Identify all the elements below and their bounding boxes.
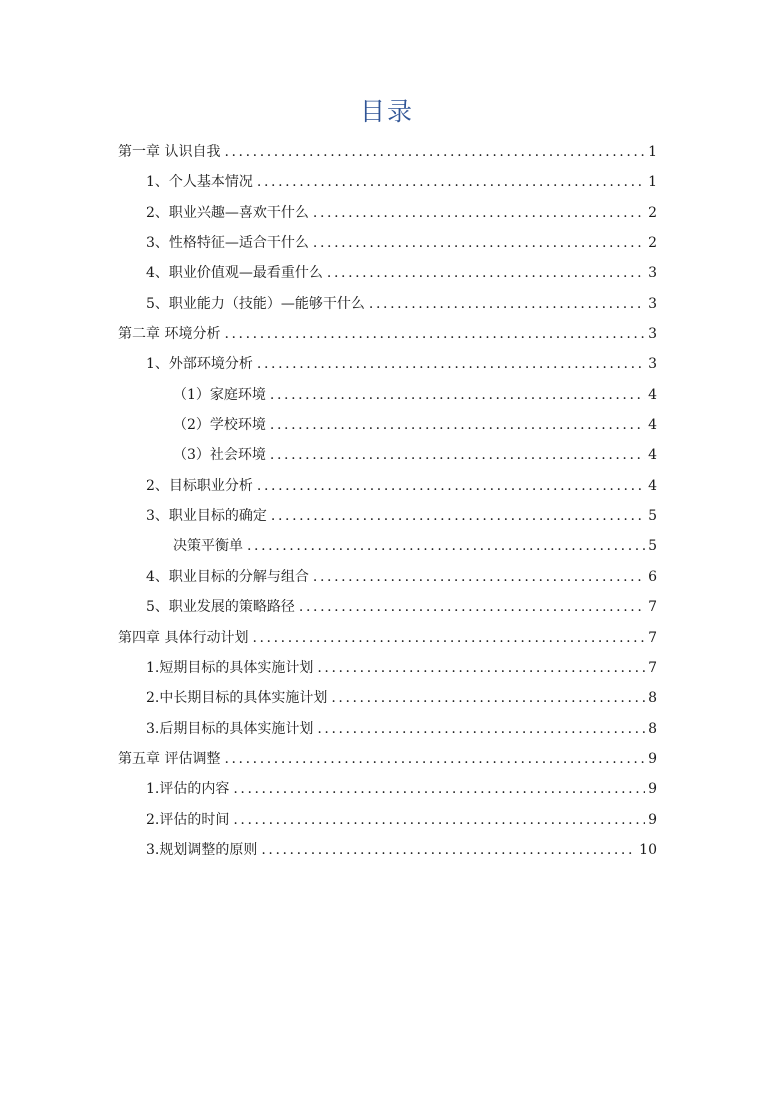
toc-entry-text: 2.评估的时间 — [146, 811, 230, 828]
toc-entry-text: （3）社会环境 — [173, 447, 266, 464]
toc-entry[interactable] — [0, 380, 774, 410]
toc-page-number: 7 — [648, 599, 657, 616]
dot-leader — [313, 228, 645, 258]
toc-entry-text: 3.后期目标的具体实施计划 — [146, 720, 314, 737]
dot-leader — [261, 835, 636, 865]
toc-entry-text: 2.中长期目标的具体实施计划 — [146, 690, 328, 707]
toc-entry[interactable] — [0, 835, 774, 865]
toc-entry-text: （2）学校环境 — [173, 417, 266, 434]
toc-entry[interactable] — [0, 714, 774, 744]
toc-page-number: 3 — [648, 295, 657, 312]
dot-leader — [270, 440, 645, 470]
toc-page-number: 3 — [648, 265, 657, 282]
dot-leader — [317, 714, 645, 744]
toc-page-number: 3 — [648, 326, 657, 343]
toc-entry[interactable] — [0, 471, 774, 501]
toc-entry-text: （1）家庭环境 — [173, 386, 266, 403]
dot-leader — [224, 744, 645, 774]
toc-page-number: 5 — [648, 508, 657, 525]
dot-leader — [252, 623, 645, 653]
toc-entry[interactable] — [0, 653, 774, 683]
dot-leader — [233, 805, 645, 835]
toc-entry[interactable] — [0, 592, 774, 622]
toc-page-number: 7 — [648, 629, 657, 646]
dot-leader — [313, 198, 645, 228]
dot-leader — [299, 592, 645, 622]
dot-leader — [270, 380, 645, 410]
toc-title: 目录 — [359, 97, 414, 126]
toc-page-number: 9 — [648, 750, 657, 767]
dot-leader — [270, 410, 645, 440]
toc-page-number: 4 — [648, 386, 657, 403]
toc-entry-text: 3、职业目标的确定 — [146, 508, 267, 525]
toc-page-number: 4 — [648, 447, 657, 464]
toc-entry[interactable] — [0, 683, 774, 713]
dot-leader — [257, 471, 645, 501]
toc-entry-text: 2、职业兴趣—喜欢干什么 — [146, 204, 309, 221]
toc-page-number: 1 — [648, 174, 657, 191]
toc-entry[interactable] — [0, 440, 774, 470]
toc-entry-text: 1.短期目标的具体实施计划 — [146, 659, 314, 676]
toc-entry-text: 1、个人基本情况 — [146, 174, 253, 191]
toc-page-number: 1 — [648, 144, 657, 160]
toc-page-number: 8 — [648, 690, 657, 707]
toc-entry-text: 1.评估的内容 — [146, 781, 230, 798]
toc-entry[interactable] — [0, 228, 774, 258]
toc-entry-text: 第四章 具体行动计划 — [118, 629, 249, 646]
toc-entry[interactable] — [0, 744, 774, 774]
dot-leader — [247, 531, 645, 561]
dot-leader — [224, 319, 645, 349]
toc-page-number: 4 — [648, 417, 657, 434]
toc-entry[interactable] — [0, 501, 774, 531]
toc-entry[interactable] — [0, 319, 774, 349]
toc-entry-text: 1、外部环境分析 — [146, 356, 253, 373]
toc-page-number: 10 — [639, 841, 657, 858]
toc-page-number: 9 — [648, 811, 657, 828]
toc-entry[interactable] — [0, 562, 774, 592]
dot-leader — [224, 137, 645, 167]
toc-page-number: 2 — [648, 235, 657, 252]
toc-entry[interactable] — [0, 258, 774, 288]
toc-page-number: 7 — [648, 659, 657, 676]
toc-entry-text: 第一章 认识自我 — [118, 144, 221, 160]
toc-entry-text: 决策平衡单 — [173, 538, 243, 555]
dot-leader — [271, 501, 645, 531]
toc-page-number: 4 — [648, 477, 657, 494]
toc-entry[interactable] — [0, 289, 774, 319]
toc-entry[interactable] — [0, 805, 774, 835]
toc-entry-text: 4、职业价值观—最看重什么 — [146, 265, 323, 282]
toc-entry[interactable] — [0, 349, 774, 379]
toc-page-number: 2 — [648, 204, 657, 221]
toc-entry-text: 第二章 环境分析 — [118, 326, 221, 343]
toc-entry[interactable] — [0, 410, 774, 440]
toc-entry[interactable] — [0, 198, 774, 228]
toc-entry[interactable] — [0, 137, 774, 167]
toc-entry[interactable] — [0, 531, 774, 561]
toc-page-number: 3 — [648, 356, 657, 373]
toc-page-number: 8 — [648, 720, 657, 737]
toc-entry[interactable] — [0, 623, 774, 653]
dot-leader — [257, 167, 645, 197]
dot-leader — [257, 349, 645, 379]
toc-page-number: 9 — [648, 781, 657, 798]
toc-entry[interactable] — [0, 167, 774, 197]
toc-page-number: 5 — [648, 538, 657, 555]
toc-entry[interactable] — [0, 774, 774, 804]
toc-entry-text: 5、职业发展的策略路径 — [146, 599, 295, 616]
toc-entry-text: 4、职业目标的分解与组合 — [146, 568, 309, 585]
toc-entry-text: 第五章 评估调整 — [118, 750, 221, 767]
dot-leader — [233, 774, 645, 804]
dot-leader — [317, 653, 645, 683]
toc-entry-text: 2、目标职业分析 — [146, 477, 253, 494]
dot-leader — [313, 562, 645, 592]
dot-leader — [327, 258, 645, 288]
dot-leader — [369, 289, 645, 319]
toc-entry-text: 5、职业能力（技能）—能够干什么 — [146, 295, 365, 312]
toc-page-number: 6 — [648, 568, 657, 585]
dot-leader — [331, 683, 645, 713]
toc-entry-text: 3、性格特征—适合干什么 — [146, 235, 309, 252]
toc-list — [0, 137, 774, 865]
toc-entry-text: 3.规划调整的原则 — [146, 841, 258, 858]
